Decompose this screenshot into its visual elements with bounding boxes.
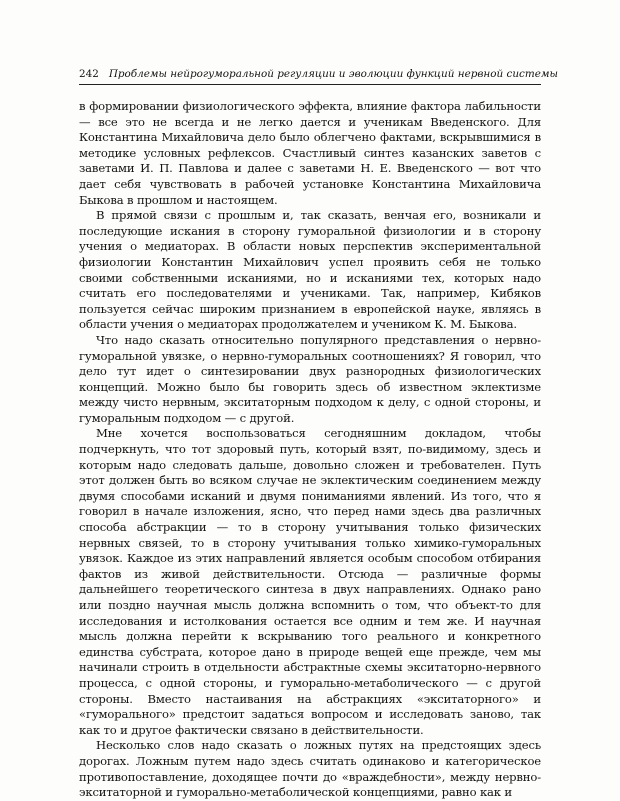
paragraph: Несколько слов надо сказать о ложных путях на предстоящих здесь дорогах. Ложным путем надо здесь считать одинаково и категорическое противопоставление, доходящее почти до «враждебности», между нервно-экситаторной и гуморально-метаболической концепциями, равно как и bbox=[79, 738, 541, 800]
paragraph: Что надо сказать относительно популярного представления о нервно-гуморальной увязке, о нервно-гуморальных соотношениях? Я говорил, что дело тут идет о синтезировании двух разнородных физиологических концепций. Можно было бы говорить здесь об известном эклектизме между чисто нервным, экситаторным подходом к делу, с одной стороны, и гуморальным подходом — с другой. bbox=[79, 332, 541, 425]
paragraph: В прямой связи с прошлым и, так сказать, венчая его, возникали и последующие искания в сторону гуморальной физиологии и в сторону учения о медиаторах. В области новых перспектив экспериментальной физиологии Константин Михайлович успел проявить себя не только своими собственными исканиями, но и исканиями тех, которых надо считать его последователями и учениками. Так, например, Кибяков пользуется сейчас широким признанием в европейской науке, являясь в области учения о медиаторах продолжателем и учеником К. М. Быкова. bbox=[79, 208, 541, 332]
paragraph: Мне хочется воспользоваться сегодняшним докладом, чтобы подчеркнуть, что тот здоровый путь, который взят, по-видимому, здесь и которым надо следовать дальше, довольно сложен и требователен. Путь этот должен быть во всяком случае не эклектическим соединением между двумя способами исканий и двумя пониманиями явлений. Из того, что я говорил в начале изложения, ясно, что перед нами здесь два различных способа абстракции — то в сторону учитывания только физических нервных связей, то в сторону учитывания только химико-гуморальных увязок. Каждое из этих направлений является особым способом отбирания фактов из живой действительности. Отсюда — различные формы дальнейшего теоретического синтеза в двух направлениях. Однако рано или поздно научная мысль должна вспомнить о том, что объект-то для исследования и истолкования остается все одним и тем же. И научная мысль должна перейти к вскрыванию того реального и конкретного единства субстрата, которое дано в природе вещей еще прежде, чем мы начинали строить в отдельности абстрактные схемы экситаторно-нервного процесса, с одной стороны, и гуморально-метаболического — с другой стороны. Вместо настаивания на абстракциях «экситаторного» и «гуморального» предстоит задаться вопросом и исследовать заново, так как то и другое фактически связано в действительности. bbox=[79, 426, 541, 737]
running-title: Проблемы нейрогуморальной регуляции и эволюции функций нервной системы bbox=[108, 68, 558, 80]
page-body bbox=[79, 99, 541, 801]
paragraph: в формировании физиологического эффекта, влияние фактора лабильности — все это не всегда и не легко дается и ученикам Введенского. Для Константина Михайловича дело было облегчено фактами, вскрывшимися в методике условных рефлексов. Счастливый синтез казанских заветов с заветами И. П. Павлова и далее с заветами Н. Е. Введенского — вот что дает себя чувствовать в рабочей установке Константина Михайловича Быкова в прошлом и настоящем. bbox=[79, 99, 541, 207]
page-number: 242 bbox=[79, 68, 99, 80]
running-header bbox=[79, 68, 558, 85]
